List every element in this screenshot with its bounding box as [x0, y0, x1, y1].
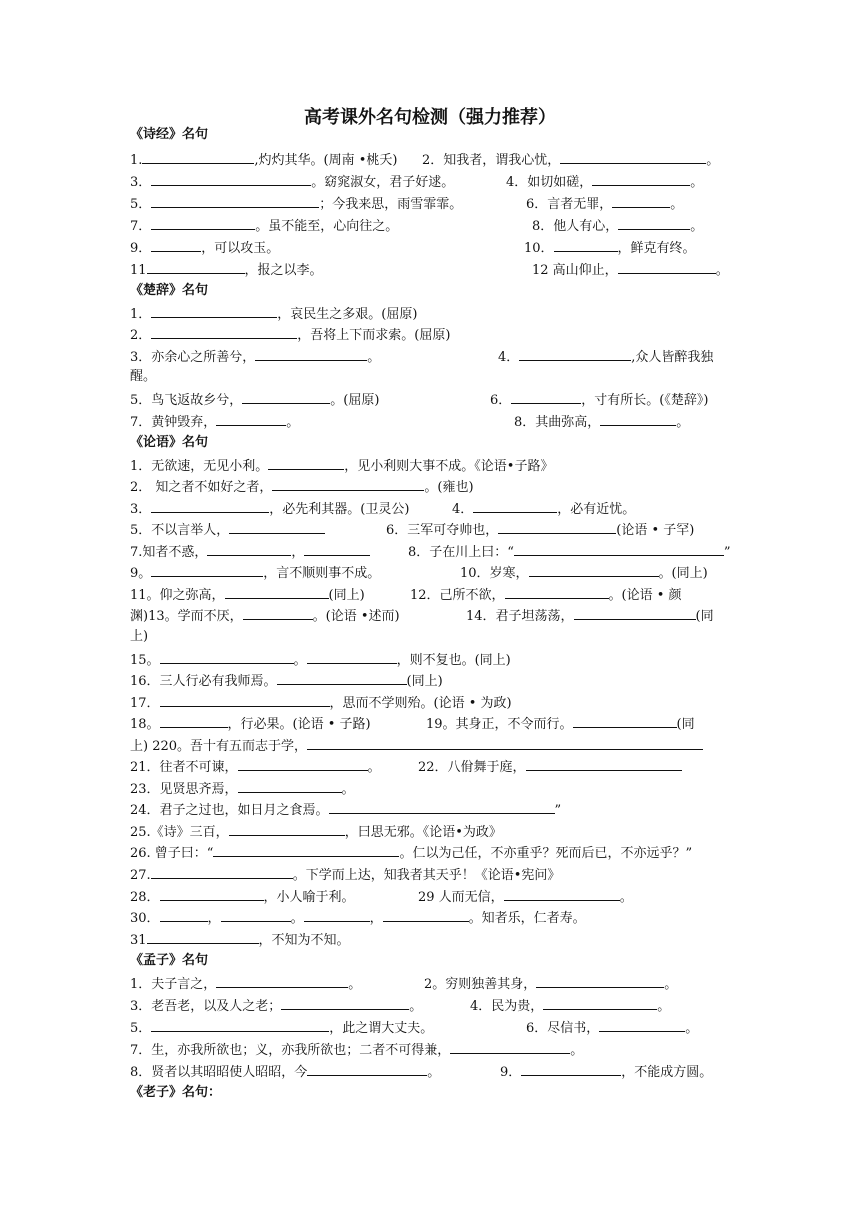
section-heading-laozi: 《老子》名句：	[130, 1085, 222, 1100]
question-line: 7．黄钟毁弃， 。 8．其曲弥高， 。	[130, 415, 690, 430]
answer-blank[interactable]	[521, 1063, 621, 1076]
answer-blank[interactable]	[151, 326, 297, 339]
answer-blank[interactable]	[147, 931, 259, 944]
question-line: 7.知者不惑， ， 8．子在川上曰：“ ”	[130, 545, 731, 560]
question-line: 上) 220。吾十有五而志于学，	[130, 737, 703, 755]
answer-blank[interactable]	[268, 457, 344, 470]
answer-blank[interactable]	[498, 521, 616, 534]
section-heading-lunyu: 《论语》名句	[130, 435, 209, 450]
answer-blank[interactable]	[543, 997, 657, 1010]
page-title: 高考课外名句检测（强力推荐）	[304, 107, 556, 128]
question-line-wrap: 上)	[130, 629, 149, 644]
question-line: 24．君子之过也，如日月之食焉。 ”	[130, 803, 562, 818]
answer-blank[interactable]	[238, 758, 368, 771]
question-line: 8．贤者以其昭昭使人昭昭，今 。 9． ，不能成方圆。	[130, 1065, 713, 1080]
answer-blank[interactable]	[329, 801, 555, 814]
question-line: 2． ，吾将上下而求索。(屈原)	[130, 328, 451, 343]
answer-blank[interactable]	[450, 1041, 570, 1054]
answer-blank[interactable]	[526, 758, 682, 771]
answer-blank[interactable]	[504, 888, 620, 901]
question-line: 26. 曾子曰：“ 。仁以为己任，不亦重乎？死而后已，不亦远乎？”	[130, 846, 693, 861]
question-line: 7．生，亦我所欲也；义，亦我所欲也；二者不可得兼， 。	[130, 1043, 584, 1058]
answer-blank[interactable]	[216, 975, 348, 988]
answer-blank[interactable]	[536, 975, 664, 988]
question-line: 18。 ，行必果。(论语 • 子路) 19。其身正，不令而行。 (同	[130, 717, 695, 732]
question-line: 1． ，哀民生之多艰。(屈原)	[130, 307, 418, 322]
answer-blank[interactable]	[221, 909, 291, 922]
answer-blank[interactable]	[160, 651, 294, 664]
answer-blank[interactable]	[151, 217, 255, 230]
answer-blank[interactable]	[242, 391, 330, 404]
question-line: 28． ，小人喻于利。 29 人而无信， 。	[130, 890, 633, 905]
question-line-wrap: 醒。	[130, 369, 157, 384]
answer-blank[interactable]	[574, 607, 696, 620]
answer-blank[interactable]	[307, 651, 397, 664]
answer-blank[interactable]	[281, 997, 409, 1010]
question-line: 3．老吾老，以及人之老； 。 4．民为贵， 。	[130, 999, 671, 1014]
question-line: 21．往者不可谏， 。 22．八佾舞于庭，	[130, 758, 381, 776]
answer-blank[interactable]	[600, 413, 676, 426]
answer-blank[interactable]	[213, 844, 399, 857]
answer-blank[interactable]	[618, 217, 690, 230]
answer-blank[interactable]	[142, 151, 254, 164]
answer-blank[interactable]	[519, 348, 631, 361]
answer-blank[interactable]	[573, 715, 677, 728]
question-line: 1. ,灼灼其华。(周南 •桃夭) 2．知我者，谓我心忧， 。	[130, 153, 720, 168]
answer-blank[interactable]	[307, 1063, 427, 1076]
answer-blank[interactable]	[207, 543, 291, 556]
answer-blank[interactable]	[160, 888, 264, 901]
question-line: 9． ，可以攻玉。 10． ，鲜克有终。	[130, 241, 696, 256]
answer-blank[interactable]	[238, 780, 342, 793]
question-line: 2． 知之者不如好之者， 。(雍也)	[130, 480, 474, 495]
question-line: 1．无欲速，无见小利。 ，见小利则大事不成。《论语•子路》	[130, 459, 554, 474]
answer-blank[interactable]	[612, 195, 670, 208]
answer-blank[interactable]	[618, 261, 716, 274]
answer-blank[interactable]	[151, 866, 293, 879]
answer-blank[interactable]	[243, 607, 313, 620]
question-line: 30． ， 。 ， 。知者乐，仁者寿。	[130, 911, 586, 926]
question-line: 渊)13。学而不厌， 。(论语 •述而) 14．君子坦荡荡， (同	[130, 609, 714, 624]
answer-blank[interactable]	[514, 543, 724, 556]
question-line: 3．亦余心之所善兮， 。 4． ,众人皆醉我独	[130, 350, 714, 365]
question-line: 16．三人行必有我师焉。 (同上)	[130, 674, 443, 689]
question-line: 5．不以言举人， 6．三军可夺帅也， (论语 • 子罕)	[130, 523, 695, 538]
question-line: 27. 。下学而上达，知我者其天乎！《论语•宪问》	[130, 868, 561, 883]
answer-blank[interactable]	[511, 391, 581, 404]
answer-blank[interactable]	[151, 500, 269, 513]
answer-blank[interactable]	[151, 564, 263, 577]
answer-blank[interactable]	[229, 521, 325, 534]
question-line: 9。 ，言不顺则事不成。 10．岁寒， 。(同上)	[130, 566, 708, 581]
answer-blank[interactable]	[160, 909, 208, 922]
answer-blank[interactable]	[151, 195, 319, 208]
answer-blank[interactable]	[473, 500, 557, 513]
answer-blank[interactable]	[560, 151, 706, 164]
answer-blank[interactable]	[383, 909, 469, 922]
answer-blank[interactable]	[599, 1019, 685, 1032]
answer-blank[interactable]	[505, 586, 609, 599]
question-line: 17． ，思而不学则殆。(论语 • 为政)	[130, 696, 512, 711]
question-line: 5． ，此之谓大丈夫。 6．尽信书， 。	[130, 1021, 699, 1036]
question-line: 1．夫子言之， 。 2。穷则独善其身， 。	[130, 977, 678, 992]
answer-blank[interactable]	[229, 823, 345, 836]
answer-blank[interactable]	[151, 305, 277, 318]
answer-blank[interactable]	[160, 715, 228, 728]
answer-blank[interactable]	[160, 694, 330, 707]
answer-blank[interactable]	[529, 564, 659, 577]
section-heading-shijing: 《诗经》名句	[130, 127, 209, 142]
question-line: 23．见贤思齐焉， 。	[130, 782, 355, 797]
answer-blank[interactable]	[225, 586, 329, 599]
question-line: 15。 。 ，则不复也。(同上)	[130, 653, 511, 668]
answer-blank[interactable]	[147, 261, 245, 274]
answer-blank[interactable]	[151, 1019, 329, 1032]
section-heading-mengzi: 《孟子》名句	[130, 953, 209, 968]
section-heading-chuci: 《楚辞》名句	[130, 283, 209, 298]
question-line: 11 ，报之以李。 12 高山仰止， 。	[130, 263, 729, 278]
answer-blank[interactable]	[304, 909, 370, 922]
answer-blank[interactable]	[592, 173, 690, 186]
question-line: 7． 。虽不能至，心向往之。 8．他人有心， 。	[130, 219, 704, 234]
question-line: 25.《诗》三百， ，曰思无邪。《论语•为政》	[130, 825, 502, 840]
question-line: 5．鸟飞返故乡兮， 。(屈原) 6． ，寸有所长。(《楚辞》)	[130, 393, 709, 408]
question-line: 3． ，必先利其器。(卫灵公) 4． ，必有近忧。	[130, 502, 636, 517]
question-line: 3． 。窈窕淑女，君子好逑。 4．如切如磋， 。	[130, 175, 704, 190]
question-line: 5． ；今我来思，雨雪霏霏。 6．言者无罪， 。	[130, 197, 684, 212]
answer-blank[interactable]	[151, 239, 201, 252]
answer-blank[interactable]	[272, 478, 424, 491]
answer-blank[interactable]	[304, 543, 370, 556]
answer-blank[interactable]	[216, 413, 286, 426]
question-line: 11。仰之弥高， (同上) 12．己所不欲， 。(论语 • 颜	[130, 588, 682, 603]
answer-blank[interactable]	[151, 173, 311, 186]
question-line: 31 ，不知为不知。	[130, 933, 350, 948]
answer-blank[interactable]	[277, 672, 407, 685]
answer-blank[interactable]	[255, 348, 367, 361]
answer-blank[interactable]	[307, 737, 703, 750]
answer-blank[interactable]	[554, 239, 618, 252]
